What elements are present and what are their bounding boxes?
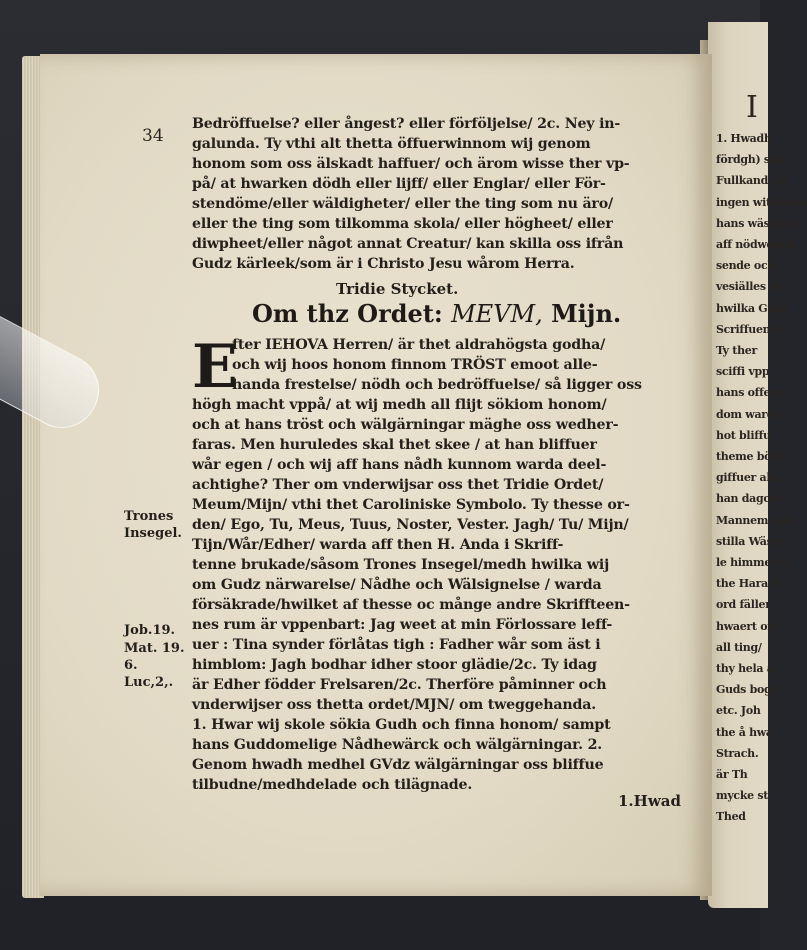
intro-line: Gudz kärleek/som är i Christo Jesu wårom Herra. (192, 256, 575, 272)
facing-page-line: le himmelen (716, 556, 790, 569)
body-line: fter IEHOVA Herren/ är thet aldrahögsta godha/ (232, 337, 606, 353)
facing-page-line: ord fäller (716, 598, 771, 612)
facing-page-line: aff nödwennd (716, 238, 797, 251)
facing-page (708, 22, 807, 908)
facing-page-line: han dagom (716, 492, 782, 506)
body-line: hans Guddomelige Nådhewärck och wälgärningar. 2. (192, 737, 603, 753)
facing-page-line: sende och (716, 259, 776, 273)
facing-page-line: hans wäsende (716, 216, 799, 230)
intro-line: Bedröffuelse? eller ångest? eller förföljelse/ 2c. Ney in- (192, 116, 621, 132)
book-page (40, 54, 712, 896)
facing-page-line: Scriffuenes (716, 322, 783, 336)
drop-cap: E (192, 332, 238, 402)
facing-page-line: hans offens (716, 386, 784, 400)
facing-page-line: the Hara G (716, 577, 781, 591)
catchword: 1.Hwad (618, 792, 681, 810)
intro-line: eller the ting som tilkomma skola/ eller högheet/ eller (192, 216, 613, 232)
facing-page-line: thy hela a (716, 662, 774, 675)
intro-line: honom som oss älskadt haffuer/ och ärom wisse ther vp- (192, 156, 630, 172)
facing-page-line: Ty ther (716, 344, 757, 357)
facing-page-line: Strach. (716, 746, 759, 760)
facing-page-line: dom warde (716, 407, 781, 421)
intro-line: på/ at hwarken dödh eller lijff/ eller Englar/ eller För- (192, 176, 606, 192)
facing-page-line: sciffi vpp (716, 365, 770, 379)
facing-page-line: hwaert om (716, 619, 779, 633)
section-title-latin: MEVM, (451, 300, 543, 328)
facing-page-line: all ting/ (716, 640, 762, 654)
margin-note: Insegel. (124, 526, 182, 541)
body-line: den/ Ego, Tu, Meus, Tuus, Noster, Vester. Jagh/ Tu/ Mijn/ (192, 517, 629, 533)
facing-page-line: hwilka Guds (716, 301, 789, 315)
facing-page-line: Guds bogh (716, 683, 780, 697)
body-line: tilbudne/medhdelade och tilägnade. (192, 777, 473, 793)
facing-page-line: mycke st (716, 789, 769, 803)
body-line: handa frestelse/ nödh och bedröffuelse/ så ligger oss (232, 377, 642, 393)
margin-note: Trones (124, 509, 174, 524)
facing-page-line: vesiälles of (716, 280, 781, 294)
body-line: wår egen / och wij aff hans nådh kunnom warda deel- (192, 457, 607, 473)
body-line: Tijn/Wår/Edher/ warda aff then H. Anda i Skriff- (192, 537, 564, 553)
body-line: 1. Hwar wij skole sökia Gudh och finna honom/ sampt (192, 717, 611, 733)
body-line: achtighe? Ther om vnderwijsar oss thet Tridie Ordet/ (192, 477, 604, 493)
intro-line: diwpheet/eller något annat Creatur/ kan skilla oss ifrån (192, 236, 624, 252)
facing-page-line: ingen witeliken (716, 195, 807, 209)
margin-note: Luc,2,. (124, 675, 174, 690)
body-line: himblom: Jagh bodhar idher stoor glädie/2c. Ty idag (192, 657, 597, 673)
section-title-suffix: Mijn. (551, 299, 622, 328)
facing-page-line: Mannem nah (716, 513, 794, 527)
body-line: och at hans tröst och wälgärningar mäghe oss wedher- (192, 417, 619, 433)
body-line: försäkrade/hwilket af thesse oc månge andre Skriffteen- (192, 597, 630, 613)
margin-note: Job.19. (124, 623, 176, 638)
body-line: Meum/Mijn/ vthi thet Caroliniske Symbolo. Ty thesse or- (192, 497, 630, 513)
body-line: tenne brukade/såsom Trones Insegel/medh hwilka wij (192, 557, 610, 573)
body-line: vnderwijser oss thetta ordet/MJN/ om tweggehanda. (192, 697, 596, 713)
facing-page-line: the å hwa (716, 725, 773, 739)
facing-page-line: fördgh) sina (716, 153, 789, 167)
section-title (252, 299, 621, 328)
facing-page-line: stilla Wässe (716, 534, 786, 548)
section-heading: Tridie Stycket. (336, 280, 459, 298)
section-title-prefix: Om thz Ordet: (252, 299, 443, 328)
body-line: uer : Tina synder förlåtas tigh : Fadher wår som äst i (192, 637, 601, 653)
body-line: Genom hwadh medhel GVdz wälgärningar oss bliffue (192, 757, 604, 773)
facing-page-line: Fullkand/ så (716, 174, 788, 188)
facing-page-line: theme bögh (716, 450, 787, 463)
intro-line: stendöme/eller wäldigheter/ eller the ting som nu äro/ (192, 196, 613, 212)
facing-page-line: är Th (716, 768, 748, 781)
facing-page-line: etc. Joh (716, 704, 761, 718)
intro-line: galunda. Ty vthi alt thetta öffuerwinnom wij genom (192, 136, 591, 152)
body-line: om Gudz närwarelse/ Nådhe och Wälsignelse / warda (192, 577, 602, 593)
page-number: 34 (142, 126, 164, 146)
body-line: högh macht vppå/ at wij medh all flijt sökiom honom/ (192, 397, 607, 413)
body-line: faras. Men huruledes skal thet skee / at han bliffuer (192, 437, 597, 453)
body-line: och wij hoos honom finnom TRÖST emoot alle- (232, 357, 598, 373)
body-line: nes rum är vppenbart: Jag weet at min Förlossare leff- (192, 617, 613, 633)
facing-page-initial: I (746, 90, 758, 125)
facing-page-line: Thed (716, 810, 746, 824)
margin-note: Mat. 19. (124, 641, 185, 656)
facing-page-line: hot bliffu (716, 428, 771, 442)
facing-page-line: giffuer alla (716, 471, 781, 485)
facing-page-line: 1. Hwadh (716, 132, 772, 145)
body-line: är Edher födder Frelsaren/2c. Therföre påminner och (192, 677, 607, 693)
margin-note: 6. (124, 658, 138, 673)
